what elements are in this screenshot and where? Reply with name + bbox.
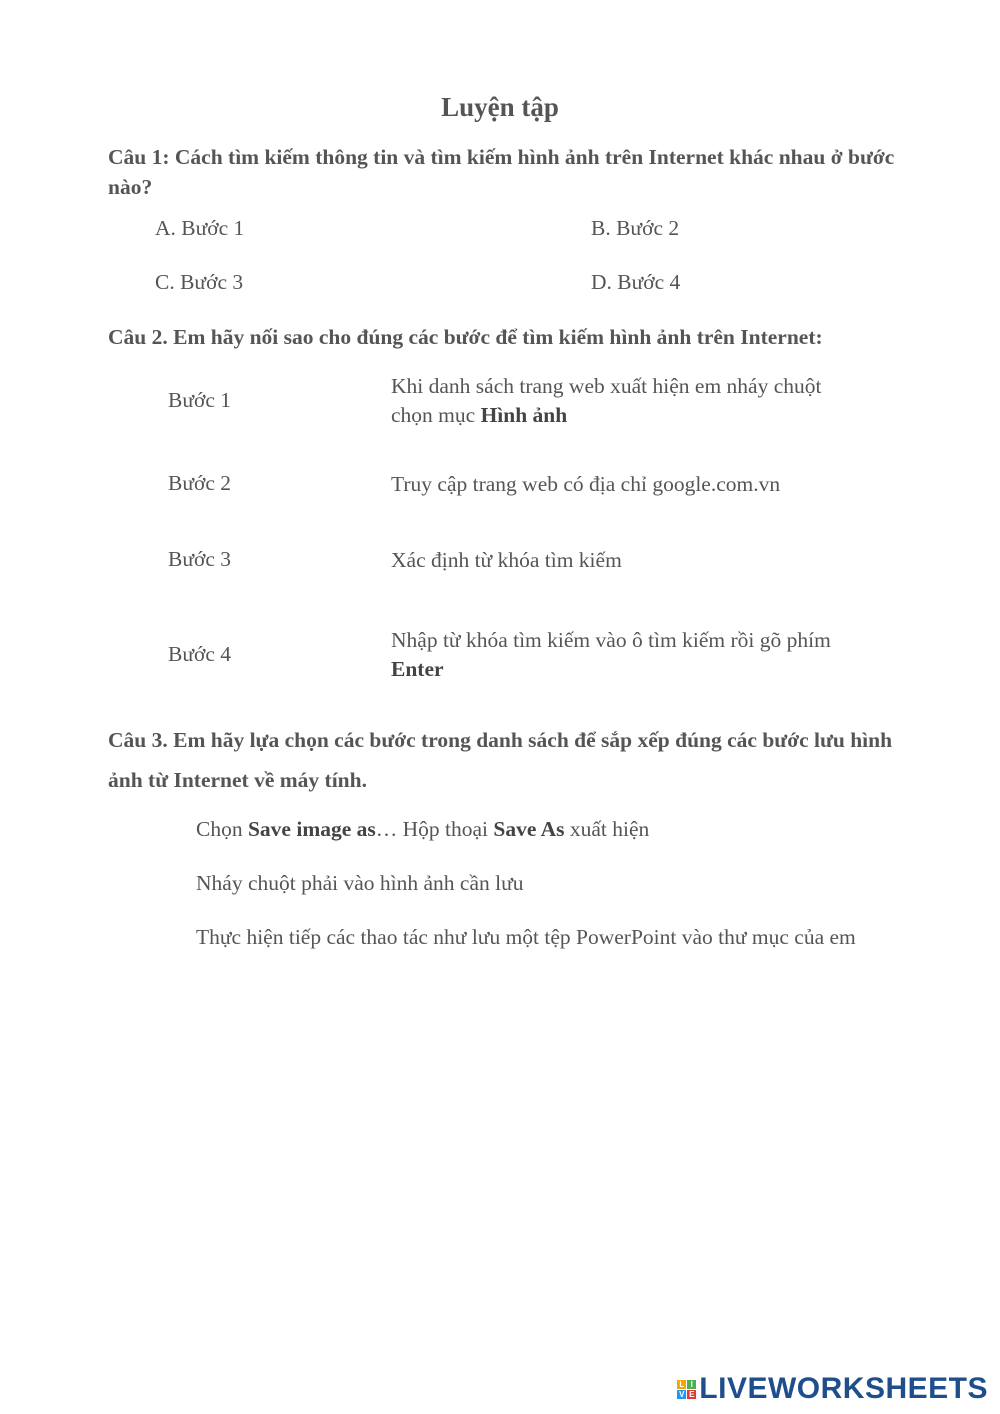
question-1-option-a[interactable]: A. Bước 1 xyxy=(155,216,245,240)
match-step-1[interactable]: Bước 1 xyxy=(168,388,232,412)
match-description-3[interactable] xyxy=(391,546,861,575)
sort-item-3[interactable]: Thực hiện tiếp các thao tác như lưu một tệp PowerPoint vào thư mục của em xyxy=(196,925,856,949)
match-description-1[interactable] xyxy=(391,372,861,430)
question-1-option-c[interactable]: C. Bước 3 xyxy=(155,270,244,294)
sort-item-2[interactable]: Nháy chuột phải vào hình ảnh cần lưu xyxy=(196,871,524,895)
sort-item-1-part-a: Chọn xyxy=(196,817,248,841)
match-description-1-text: Khi danh sách trang web xuất hiện em nháy chuột chọn mục xyxy=(391,374,822,427)
question-1-option-b[interactable]: B. Bước 2 xyxy=(591,216,680,240)
sort-item-1-part-d: Save As xyxy=(493,817,565,841)
sort-item-1-part-e: xuất hiện xyxy=(564,817,650,841)
match-step-3[interactable]: Bước 3 xyxy=(168,547,232,571)
match-description-4[interactable] xyxy=(391,626,831,684)
match-description-4-text: Nhập từ khóa tìm kiếm vào ô tìm kiếm rồi gõ phím xyxy=(391,628,831,652)
logo-mark-cell: V xyxy=(679,1389,685,1399)
question-3-text: Câu 3. Em hãy lựa chọn các bước trong danh sách để sắp xếp đúng các bước lưu hình ảnh từ Internet về máy tính. xyxy=(108,728,893,792)
sort-item-1-part-c: … Hộp thoại xyxy=(375,817,494,841)
logo-mark-cell: E xyxy=(689,1389,695,1399)
question-1-option-d[interactable]: D. Bước 4 xyxy=(591,270,681,294)
question-2-text: Câu 2. Em hãy nối sao cho đúng các bước để tìm kiếm hình ảnh trên Internet: xyxy=(108,325,823,349)
match-description-2-text: Truy cập trang web có địa chỉ google.com.vn xyxy=(391,472,781,496)
liveworksheets-logo-icon xyxy=(677,1380,696,1399)
match-description-4-bold: Enter xyxy=(391,657,444,681)
match-description-2[interactable] xyxy=(391,470,911,499)
match-description-3-text: Xác định từ khóa tìm kiếm xyxy=(391,548,622,572)
sort-item-1-part-b: Save image as xyxy=(247,817,376,841)
match-description-1-bold: Hình ảnh xyxy=(480,403,568,427)
liveworksheets-logo xyxy=(677,1372,988,1406)
sort-item-1[interactable] xyxy=(196,817,649,842)
liveworksheets-logo-text: LIVEWORKSHEETS xyxy=(699,1372,988,1405)
logo-mark-cell: I xyxy=(687,1380,696,1389)
question-1-text: Câu 1: Cách tìm kiếm thông tin và tìm kiếm hình ảnh trên Internet khác nhau ở bước nào? xyxy=(108,145,895,199)
match-step-4[interactable]: Bước 4 xyxy=(168,642,232,666)
match-step-2[interactable]: Bước 2 xyxy=(168,471,232,495)
page-title: Luyện tập xyxy=(441,92,559,122)
logo-mark-cell: L xyxy=(677,1380,686,1389)
